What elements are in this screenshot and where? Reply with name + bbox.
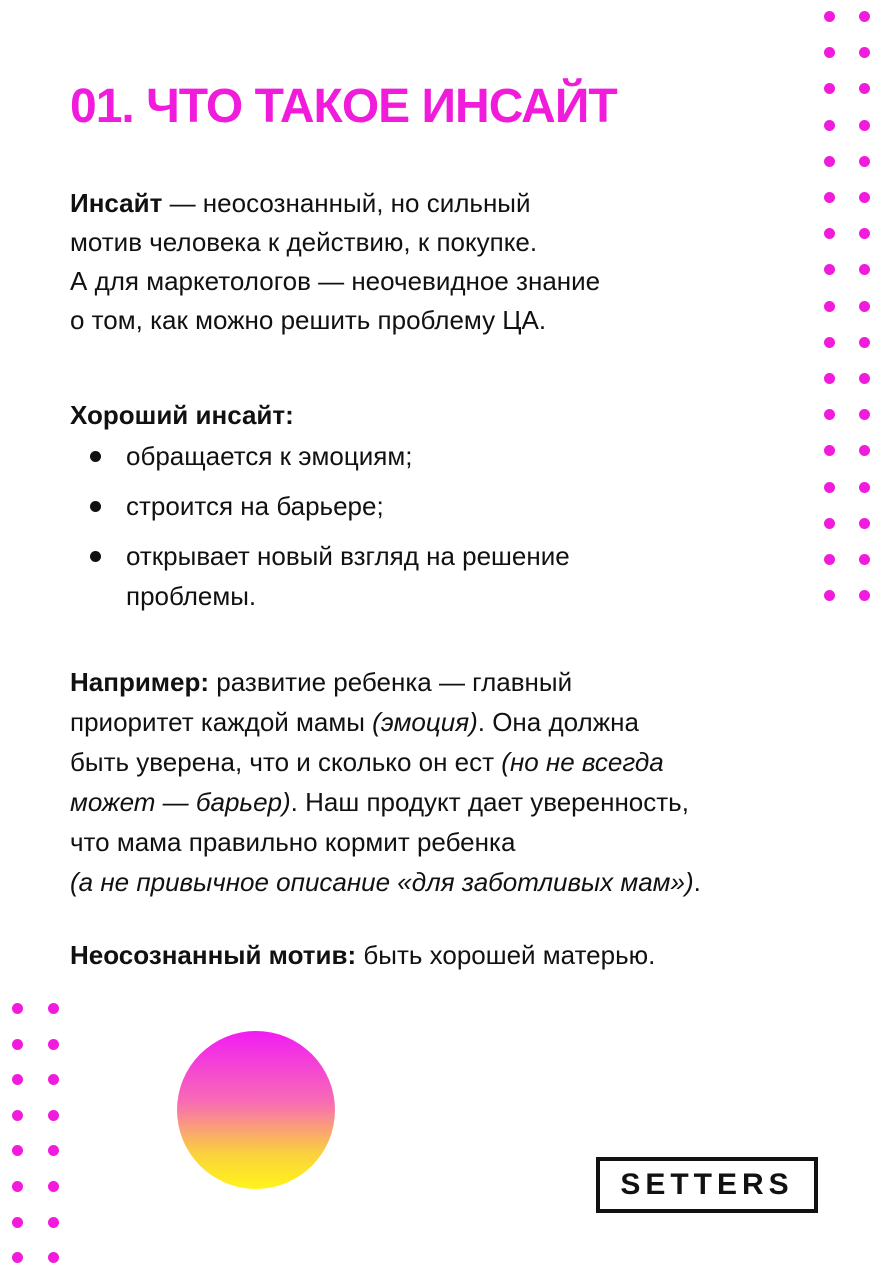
- dot-icon: [859, 192, 870, 203]
- dot-icon: [824, 11, 835, 22]
- good-insight-list: [70, 436, 790, 626]
- list-item: открывает новый взгляд на решение проблемы.: [70, 536, 686, 616]
- dot-icon: [824, 482, 835, 493]
- dot-icon: [48, 1074, 59, 1085]
- dot-icon: [48, 1145, 59, 1156]
- dot-icon: [12, 1145, 23, 1156]
- example-label: Например:: [70, 667, 210, 697]
- dot-icon: [824, 518, 835, 529]
- motive-line: Неосознанный мотив: быть хорошей матерью.: [70, 940, 656, 970]
- dot-icon: [12, 1074, 23, 1085]
- dot-icon: [859, 11, 870, 22]
- dot-icon: [859, 445, 870, 456]
- dot-icon: [859, 518, 870, 529]
- bullet-icon: [90, 451, 101, 462]
- dot-icon: [12, 1039, 23, 1050]
- motive-label: Неосознанный мотив:: [70, 940, 357, 970]
- dot-icon: [824, 373, 835, 384]
- dot-icon: [48, 1003, 59, 1014]
- dot-icon: [824, 228, 835, 239]
- dot-icon: [48, 1181, 59, 1192]
- dot-icon: [12, 1181, 23, 1192]
- dot-icon: [12, 1003, 23, 1014]
- gradient-circle: [177, 1031, 335, 1189]
- good-insight-heading: Хороший инсайт:: [70, 400, 294, 430]
- dot-icon: [824, 409, 835, 420]
- setters-logo: SETTERS: [596, 1157, 818, 1213]
- list-item: строится на барьере;: [70, 486, 790, 526]
- dot-icon: [859, 373, 870, 384]
- dot-icon: [859, 337, 870, 348]
- dot-icon: [824, 120, 835, 131]
- dot-icon: [859, 482, 870, 493]
- dot-icon: [859, 554, 870, 565]
- dot-icon: [48, 1252, 59, 1263]
- insight-term: Инсайт: [70, 188, 163, 218]
- dot-icon: [48, 1039, 59, 1050]
- dot-icon: [824, 83, 835, 94]
- dot-icon: [12, 1252, 23, 1263]
- dot-icon: [859, 409, 870, 420]
- dot-icon: [824, 192, 835, 203]
- insight-definition: Инсайт — неосознанный, но сильный мотив человека к действию, к покупке. А для маркетологов — неочевидное знание о том, как можно решить проблему ЦА.: [70, 188, 601, 335]
- dot-icon: [824, 301, 835, 312]
- dot-icon: [12, 1110, 23, 1121]
- dot-icon: [824, 47, 835, 58]
- dot-icon: [48, 1110, 59, 1121]
- dot-icon: [859, 120, 870, 131]
- dot-icon: [12, 1217, 23, 1228]
- dot-icon: [824, 156, 835, 167]
- dot-icon: [824, 264, 835, 275]
- dot-icon: [859, 47, 870, 58]
- bullet-icon: [90, 551, 101, 562]
- dot-icon: [859, 590, 870, 601]
- dot-icon: [824, 337, 835, 348]
- dot-icon: [859, 264, 870, 275]
- list-item: обращается к эмоциям;: [70, 436, 790, 476]
- dot-icon: [859, 301, 870, 312]
- dot-icon: [48, 1217, 59, 1228]
- page-title: 01. ЧТО ТАКОЕ ИНСАЙТ: [70, 80, 617, 133]
- dot-icon: [859, 156, 870, 167]
- dot-icon: [859, 83, 870, 94]
- example-paragraph: Например: развитие ребенка — главный приоритет каждой мамы (эмоция). Она должна быть уверена, что и сколько он ест (но не всегда может — барьер). Наш продукт дает уверенность, что мама правильно кормит ребенка (а не привычное описание «для заботливых мам»).: [70, 667, 701, 897]
- dot-icon: [824, 554, 835, 565]
- bullet-icon: [90, 501, 101, 512]
- dot-icon: [824, 590, 835, 601]
- dot-icon: [859, 228, 870, 239]
- dot-icon: [824, 445, 835, 456]
